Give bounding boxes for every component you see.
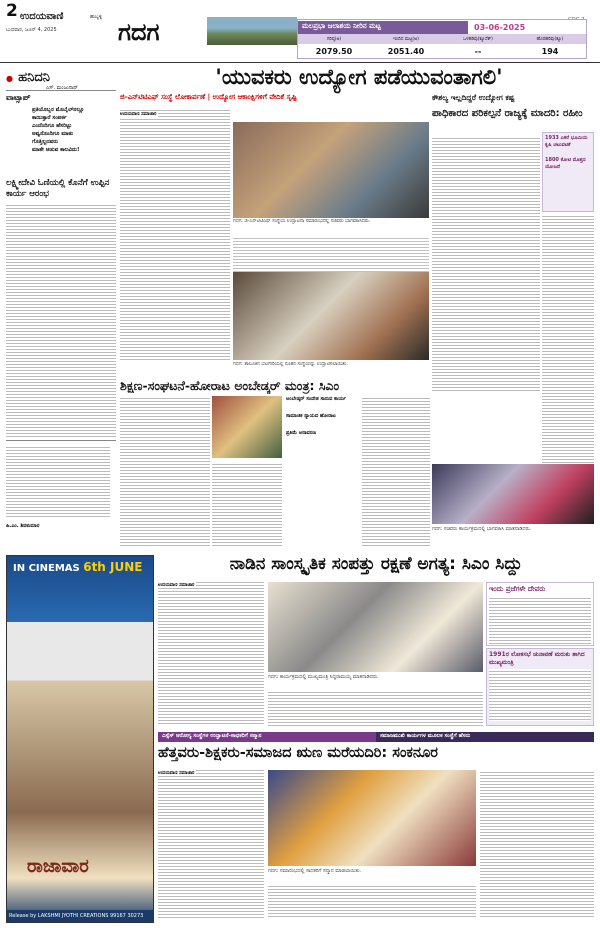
dam-value-outflow: 194 xyxy=(541,46,559,56)
ad-in-cinemas: IN CINEMAS xyxy=(13,563,80,574)
poem-line: ಅವ್ವನೊಂದಿಗೂ ಮಾತು xyxy=(32,131,74,137)
ambedkar-bullet: ಅಂಬೇಡ್ಕರ್ ಸಂದೇಶ ಸಾರುವ ಕಾರ್ಯ xyxy=(286,396,347,402)
honey-byline: ಎಸ್. ಮಂಜುನಾಥ್ xyxy=(46,85,78,91)
ambedkar-bullet: ಪ್ರತಿಮೆ ಅನಾವರಣ xyxy=(286,430,317,436)
section-title: ಗದಗ xyxy=(118,18,160,46)
culture-body-col2 xyxy=(268,690,483,726)
dam-header-outflow: ಹೊರಹರಿವು(ಕ್ಯೂ) xyxy=(536,37,564,42)
ad-date: 6th JUNE xyxy=(83,560,143,574)
ambedkar-headline: ಶಿಕ್ಷಣ-ಸಂಘಟನೆ-ಹೋರಾಟ ಅಂಬೇಡ್ಕರ್ ಮಂತ್ರ: ಸಿಎಂ xyxy=(120,378,340,393)
ambedkar-body-col1 xyxy=(120,396,210,546)
ambedkar-body-col3 xyxy=(362,396,430,546)
byline-lead: ಉದಯವಾಣಿ ಸಮಾಚಾರ xyxy=(120,112,157,117)
ambedkar-photo xyxy=(212,396,282,458)
right-bullet-1: 1933 ಎಕರೆ ಭೂಮಿಯ ಕೃಷಿ ಚಟುವಟಿಕೆ xyxy=(545,135,588,148)
lead-deck: ಜಿ-ಎನ್‌ಟಿಟಿಎಫ್ ಸಂಸ್ಥೆ ಲೋಕಾರ್ಪಣೆ | ಉದ್ಯೋಗ ಆಕಾಂಕ್ಷಿಗಳಿಗೆ ವೇದಿಕೆ ಸೃಷ್ಟಿ xyxy=(120,93,297,101)
ambedkar-bullets xyxy=(286,396,358,478)
right-story-body xyxy=(432,136,540,392)
right-bullets xyxy=(542,132,594,212)
lead-headline: 'ಯುವಕರು ಉದ್ಯೋಗ ಪಡೆಯುವಂತಾಗಲಿ' xyxy=(215,65,503,89)
dam-header-max: ಗರಿಷ್ಠ(ಅ) xyxy=(326,37,342,42)
drop-icon: ● xyxy=(6,74,13,83)
dam-value-max: 2079.50 xyxy=(315,46,353,56)
honey-poem-box xyxy=(6,90,116,172)
quote-author: ಹಿ.ಎಂ. ಶಿವಕುಮಾರ xyxy=(6,523,40,529)
honey-title: ವಾಟ್ಸಾಪ್ xyxy=(6,93,31,102)
page-number: 2 xyxy=(6,1,18,21)
dam-header-today: ಇಂದಿನ ಮಟ್ಟ(ಅ) xyxy=(393,37,419,42)
poem-line: ಮಾತೇ ಆಡುವ ಕಾಲವಿದು! xyxy=(32,147,80,153)
poem-line: ಪ್ರತಿಯೊಬ್ಬರ ಮೊಬೈಲ್‌ನಲ್ಲೂ xyxy=(32,107,85,113)
teachers-kicker-2: ಸಮಾಜಮುಖಿ ಕಾರ್ಯಗಳ ಮೂಲಕ ಸಂಸ್ಥೆಗೆ ಹೆಸರು xyxy=(376,732,594,742)
culture-box-2 xyxy=(486,648,594,726)
ad-title: ರಾಜಾವಾರ xyxy=(27,856,89,877)
ad-footer: Release by LAKSHMI JYOTHI CREATIONS 99167 30273 xyxy=(7,910,153,922)
byline-teachers: ಉದಯವಾಣಿ ಸಮಾಚಾರ xyxy=(158,771,195,776)
dam-header-inflow: ಒಳಹರಿವು(ಕ್ಯೂಸೆಕ್) xyxy=(463,37,493,42)
teachers-body-col3 xyxy=(480,770,594,918)
teachers-kicker-bar xyxy=(158,732,594,742)
byline-culture: ಉದಯವಾಣಿ ಸಮಾಚಾರ xyxy=(158,583,195,588)
masthead-rule xyxy=(0,62,600,63)
teachers-headline: ಹೆತ್ತವರು-ಶಿಕ್ಷಕರು-ಸಮಾಜದ ಋಣ ಮರೆಯದಿರಿ: ಸಂಕನೂರ xyxy=(158,745,438,761)
lakshmi-headline: ಲಕ್ಷ್ಮೀದೇವಿ ಓಣಿಯಲ್ಲಿ ಕೊನೆಗೆ ಉಪ್ಪಿನ ಕಾರ್ಯ ಆರಂಭ xyxy=(6,178,110,199)
culture-body-col1 xyxy=(158,580,264,726)
lead-photo-1 xyxy=(233,122,429,218)
movie-ad xyxy=(6,555,154,923)
lead-caption-2: ಗದಗ: ತಾಲೂಕಿನ ಬೆಟಗೇರಿಯಲ್ಲಿ ನೂತನ ಸಂಸ್ಥೆಯನ್ನು ಉದ್ಘಾಟಿಸಲಾಯಿತು. xyxy=(233,362,348,367)
honey-logo-box xyxy=(6,66,116,91)
poem-line: ಎಂದೆಂದಿಗೂ ಹೆಸರಿಟ್ಟು xyxy=(32,123,72,129)
teachers-kicker: ಎಸ್ಸೆಸ್ ಆರೋಗ್ಯ ಸಂಸ್ಥೆಗಳ ಉದ್ಘಾಟನೆ-ಸಾಧಕರಿಗೆ ಸನ್ಮಾನ xyxy=(158,732,376,742)
dam-level-box xyxy=(297,19,587,59)
right-story-title: ಕೌಶಲ್ಯ ಇಲ್ಲದಿದ್ದರೆ ಉದ್ಯೋಗ ಕಷ್ಟ xyxy=(432,93,515,102)
dam-date: 03-06-2025 xyxy=(474,22,526,32)
ambedkar-bullet: ಸಾಮಾಜಿಕ ನ್ಯಾಯದ ಹೋರಾಟ xyxy=(286,413,336,419)
culture-box xyxy=(486,582,594,646)
brand-sub: ಹುಬ್ಬಳ್ಳಿ xyxy=(90,14,103,20)
teachers-photo xyxy=(268,770,476,866)
honey-logo: ಹನಿದನಿ xyxy=(18,70,50,85)
right-photo xyxy=(432,464,594,524)
lead-body-col1 xyxy=(120,108,230,360)
lakshmi-body xyxy=(6,203,116,439)
right-bullet-2: 1800 ಕೋಟಿ ಮೊತ್ತದ ಯೋಜನೆ xyxy=(545,157,586,170)
culture-caption: ಗದಗ: ಕಾರ್ಯಕ್ರಮದಲ್ಲಿ ಮುಖ್ಯಮಂತ್ರಿ ಸಿದ್ದರಾಮಯ್ಯ ಮಾತನಾಡಿದರು. xyxy=(268,674,379,680)
teachers-body-col1 xyxy=(158,768,264,918)
poem-line: ಗೊತ್ತಿಲ್ಲದವರು xyxy=(32,139,59,145)
lead-photo-2 xyxy=(233,272,429,360)
date-line: ಬುಧವಾರ, ಜೂನ್ 4, 2025 xyxy=(6,27,57,33)
teachers-caption: ಗದಗ: ಸಮಾರಂಭದಲ್ಲಿ ಸಾಧಕರಿಗೆ ಸನ್ಮಾನ ಮಾಡಲಾಯಿತು. xyxy=(268,868,362,874)
poem-line: ಕಾಣುತ್ತಾರೆ ಸಂಪರ್ಕ xyxy=(32,115,67,121)
brand-name: ಉದಯವಾಣಿ xyxy=(20,11,64,22)
ambedkar-body-col2 xyxy=(212,462,282,546)
right-caption: ಗದಗ: ಸಚಿವರು ಕಾರ್ಯಕ್ರಮದಲ್ಲಿ ಭಾಗವಹಿಸಿ ಮಾತನಾಡಿದರು. xyxy=(432,526,532,532)
quote-box xyxy=(6,440,116,540)
culture-headline: ನಾಡಿನ ಸಾಂಸ್ಕೃತಿಕ ಸಂಪತ್ತು ರಕ್ಷಣೆ ಅಗತ್ಯ: ಸಿಎಂ ಸಿದ್ದು xyxy=(229,554,523,574)
dam-photo xyxy=(207,17,297,45)
dam-value-today: 2051.40 xyxy=(387,46,425,56)
teachers-body-col2 xyxy=(268,884,476,918)
culture-photo xyxy=(268,582,483,672)
dam-title: ಮಲಪ್ರಭಾ ಜಲಾಶಯ ನೀರಿನ ಮಟ್ಟ xyxy=(298,21,468,34)
culture-box2-title: 1991ರ ಲೋಕಸಭೆ ಚುನಾವಣೆ ಮರುಕು ತಾಗಿದ ಮುಖ್ಯಮಂತ್ರಿ xyxy=(489,651,585,666)
masthead-left xyxy=(6,2,116,40)
dam-value-inflow: -- xyxy=(474,46,482,56)
right-story-deck: ಪಾಧಿಕಾರದ ಪರಿಕಲ್ಪನೆ ರಾಜ್ಯಕ್ಕೆ ಮಾದರಿ: ರಹೀಂ xyxy=(432,108,583,119)
lead-caption-1: ಗದಗ: ಜಿ-ಎನ್‌ಟಿಟಿಎಫ್ ಸಂಸ್ಥೆಯ ಉದ್ಘಾಟನಾ ಸಮಾರಂಭದಲ್ಲಿ ಸಚಿವರು ಭಾಗವಹಿಸಿದರು. xyxy=(233,219,371,224)
culture-box-title: ಇಂದು ಪ್ರಜೆಗಳೇ ದೇವರು xyxy=(489,585,546,593)
right-body-col2 xyxy=(542,214,594,464)
